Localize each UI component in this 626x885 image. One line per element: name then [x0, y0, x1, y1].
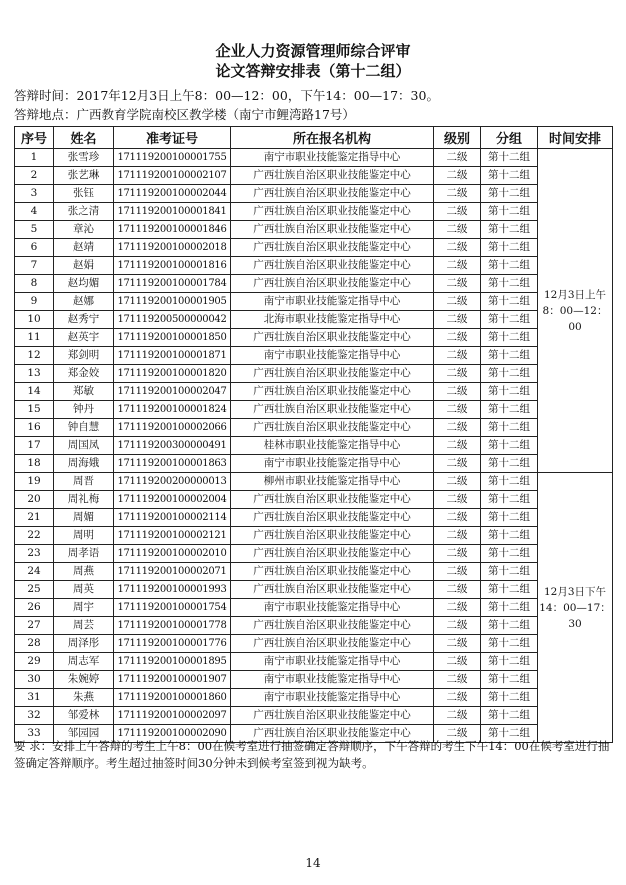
level: 二级 — [434, 185, 481, 203]
candidate-name: 周礼梅 — [54, 491, 114, 509]
table-row — [15, 671, 613, 689]
level: 二级 — [434, 203, 481, 221]
table-row — [15, 293, 613, 311]
level: 二级 — [434, 311, 481, 329]
ticket-number: 171119200100001816 — [114, 257, 231, 275]
ticket-number: 171119200100001907 — [114, 671, 231, 689]
table-row — [15, 455, 613, 473]
organization: 南宁市职业技能鉴定指导中心 — [231, 653, 434, 671]
defense-time: 答辩时间：2017年12月3日上午8：00—12：00，下午14：00—17：30。 — [14, 88, 439, 103]
ticket-number: 171119200100001905 — [114, 293, 231, 311]
organization: 广西壮族自治区职业技能鉴定中心 — [231, 239, 434, 257]
organization: 广西壮族自治区职业技能鉴定中心 — [231, 185, 434, 203]
candidate-name: 张艺琳 — [54, 167, 114, 185]
row-index: 22 — [15, 527, 54, 545]
ticket-number: 171119200100002090 — [114, 725, 231, 743]
group: 第十二组 — [481, 347, 538, 365]
organization: 广西壮族自治区职业技能鉴定中心 — [231, 365, 434, 383]
organization: 广西壮族自治区职业技能鉴定中心 — [231, 617, 434, 635]
ticket-number: 171119200100002071 — [114, 563, 231, 581]
organization: 广西壮族自治区职业技能鉴定中心 — [231, 581, 434, 599]
level: 二级 — [434, 383, 481, 401]
level: 二级 — [434, 545, 481, 563]
level: 二级 — [434, 689, 481, 707]
candidate-name: 钟丹 — [54, 401, 114, 419]
table-row — [15, 239, 613, 257]
table-row — [15, 257, 613, 275]
group: 第十二组 — [481, 473, 538, 491]
row-index: 29 — [15, 653, 54, 671]
row-index: 12 — [15, 347, 54, 365]
group: 第十二组 — [481, 599, 538, 617]
group: 第十二组 — [481, 545, 538, 563]
row-index: 24 — [15, 563, 54, 581]
organization: 南宁市职业技能鉴定指导中心 — [231, 347, 434, 365]
row-index: 13 — [15, 365, 54, 383]
ticket-number: 171119200100002010 — [114, 545, 231, 563]
candidate-name: 周晋 — [54, 473, 114, 491]
candidate-name: 章沁 — [54, 221, 114, 239]
group: 第十二组 — [481, 311, 538, 329]
ticket-number: 171119200300000491 — [114, 437, 231, 455]
group: 第十二组 — [481, 239, 538, 257]
row-index: 9 — [15, 293, 54, 311]
group: 第十二组 — [481, 419, 538, 437]
row-index: 27 — [15, 617, 54, 635]
group: 第十二组 — [481, 455, 538, 473]
row-index: 21 — [15, 509, 54, 527]
level: 二级 — [434, 635, 481, 653]
organization: 广西壮族自治区职业技能鉴定中心 — [231, 221, 434, 239]
row-index: 32 — [15, 707, 54, 725]
document-subtitle: 论文答辩安排表（第十二组） — [215, 62, 411, 80]
table-row — [15, 707, 613, 725]
organization: 广西壮族自治区职业技能鉴定中心 — [231, 401, 434, 419]
organization: 南宁市职业技能鉴定指导中心 — [231, 599, 434, 617]
defense-location: 答辩地点：广西教育学院南校区教学楼（南宁市鲤湾路17号） — [14, 107, 355, 122]
group: 第十二组 — [481, 581, 538, 599]
level: 二级 — [434, 167, 481, 185]
candidate-name: 周宇 — [54, 599, 114, 617]
group: 第十二组 — [481, 203, 538, 221]
level: 二级 — [434, 707, 481, 725]
row-index: 31 — [15, 689, 54, 707]
organization: 广西壮族自治区职业技能鉴定中心 — [231, 725, 434, 743]
organization: 广西壮族自治区职业技能鉴定中心 — [231, 329, 434, 347]
level: 二级 — [434, 221, 481, 239]
level: 二级 — [434, 365, 481, 383]
header-organization: 所在报名机构 — [231, 127, 434, 149]
group: 第十二组 — [481, 617, 538, 635]
ticket-number: 171119200100002047 — [114, 383, 231, 401]
group: 第十二组 — [481, 689, 538, 707]
organization: 南宁市职业技能鉴定指导中心 — [231, 455, 434, 473]
group: 第十二组 — [481, 509, 538, 527]
level: 二级 — [434, 401, 481, 419]
level: 二级 — [434, 581, 481, 599]
candidate-name: 张钰 — [54, 185, 114, 203]
row-index: 10 — [15, 311, 54, 329]
candidate-name: 周燕 — [54, 563, 114, 581]
table-row — [15, 617, 613, 635]
page-number: 14 — [305, 856, 321, 870]
table-row — [15, 365, 613, 383]
row-index: 8 — [15, 275, 54, 293]
row-index: 15 — [15, 401, 54, 419]
ticket-number: 171119200100002114 — [114, 509, 231, 527]
level: 二级 — [434, 275, 481, 293]
schedule-table — [14, 126, 613, 743]
table-header-row — [15, 127, 613, 149]
ticket-number: 171119200500000042 — [114, 311, 231, 329]
row-index: 7 — [15, 257, 54, 275]
table-body — [15, 149, 613, 743]
candidate-name: 赵秀宁 — [54, 311, 114, 329]
level: 二级 — [434, 347, 481, 365]
ticket-number: 171119200100002018 — [114, 239, 231, 257]
table-row — [15, 473, 613, 491]
candidate-name: 赵娟 — [54, 257, 114, 275]
group: 第十二组 — [481, 329, 538, 347]
organization: 南宁市职业技能鉴定指导中心 — [231, 149, 434, 167]
table-row — [15, 185, 613, 203]
row-index: 33 — [15, 725, 54, 743]
row-index: 28 — [15, 635, 54, 653]
group: 第十二组 — [481, 185, 538, 203]
row-index: 4 — [15, 203, 54, 221]
organization: 广西壮族自治区职业技能鉴定中心 — [231, 527, 434, 545]
candidate-name: 周明 — [54, 527, 114, 545]
ticket-number: 171119200100001850 — [114, 329, 231, 347]
row-index: 18 — [15, 455, 54, 473]
row-index: 20 — [15, 491, 54, 509]
ticket-number: 171119200100001993 — [114, 581, 231, 599]
group: 第十二组 — [481, 293, 538, 311]
ticket-number: 171119200100002004 — [114, 491, 231, 509]
row-index: 14 — [15, 383, 54, 401]
candidate-name: 周海娥 — [54, 455, 114, 473]
level: 二级 — [434, 725, 481, 743]
organization: 广西壮族自治区职业技能鉴定中心 — [231, 257, 434, 275]
table-row — [15, 635, 613, 653]
organization: 广西壮族自治区职业技能鉴定中心 — [231, 203, 434, 221]
document-title: 企业人力资源管理师综合评审 — [215, 42, 411, 60]
header-group: 分组 — [481, 127, 538, 149]
ticket-number: 171119200100001860 — [114, 689, 231, 707]
table-row — [15, 167, 613, 185]
group: 第十二组 — [481, 401, 538, 419]
row-index: 11 — [15, 329, 54, 347]
header-ticket-number: 准考证号 — [114, 127, 231, 149]
candidate-name: 赵靖 — [54, 239, 114, 257]
ticket-number: 171119200100001784 — [114, 275, 231, 293]
morning-schedule-cell: 12月3日上午8：00—12：00 — [538, 149, 613, 473]
table-row — [15, 275, 613, 293]
table-row — [15, 581, 613, 599]
candidate-name: 周泽彤 — [54, 635, 114, 653]
level: 二级 — [434, 527, 481, 545]
candidate-name: 张之清 — [54, 203, 114, 221]
group: 第十二组 — [481, 275, 538, 293]
table-row — [15, 437, 613, 455]
row-index: 1 — [15, 149, 54, 167]
ticket-number: 171119200100002066 — [114, 419, 231, 437]
level: 二级 — [434, 419, 481, 437]
candidate-name: 周芸 — [54, 617, 114, 635]
ticket-number: 171119200200000013 — [114, 473, 231, 491]
candidate-name: 邹爱林 — [54, 707, 114, 725]
group: 第十二组 — [481, 527, 538, 545]
afternoon-schedule-cell: 12月3日下午14：00—17：30 — [538, 473, 613, 743]
row-index: 3 — [15, 185, 54, 203]
table-row — [15, 491, 613, 509]
ticket-number: 171119200100001863 — [114, 455, 231, 473]
group: 第十二组 — [481, 149, 538, 167]
organization: 南宁市职业技能鉴定指导中心 — [231, 671, 434, 689]
group: 第十二组 — [481, 437, 538, 455]
organization: 广西壮族自治区职业技能鉴定中心 — [231, 383, 434, 401]
table-row — [15, 419, 613, 437]
level: 二级 — [434, 563, 481, 581]
candidate-name: 周志军 — [54, 653, 114, 671]
group: 第十二组 — [481, 491, 538, 509]
group: 第十二组 — [481, 707, 538, 725]
candidate-name: 赵娜 — [54, 293, 114, 311]
level: 二级 — [434, 149, 481, 167]
ticket-number: 171119200100001776 — [114, 635, 231, 653]
organization: 广西壮族自治区职业技能鉴定中心 — [231, 167, 434, 185]
ticket-number: 171119200100001895 — [114, 653, 231, 671]
group: 第十二组 — [481, 221, 538, 239]
level: 二级 — [434, 491, 481, 509]
level: 二级 — [434, 617, 481, 635]
organization: 广西壮族自治区职业技能鉴定中心 — [231, 509, 434, 527]
table-row — [15, 401, 613, 419]
level: 二级 — [434, 653, 481, 671]
organization: 广西壮族自治区职业技能鉴定中心 — [231, 707, 434, 725]
group: 第十二组 — [481, 725, 538, 743]
table-row — [15, 311, 613, 329]
table-row — [15, 203, 613, 221]
ticket-number: 171119200100001755 — [114, 149, 231, 167]
group: 第十二组 — [481, 563, 538, 581]
candidate-name: 郑敏 — [54, 383, 114, 401]
row-index: 16 — [15, 419, 54, 437]
row-index: 25 — [15, 581, 54, 599]
header-level: 级别 — [434, 127, 481, 149]
candidate-name: 朱燕 — [54, 689, 114, 707]
level: 二级 — [434, 257, 481, 275]
candidate-name: 赵均媚 — [54, 275, 114, 293]
ticket-number: 171119200100001846 — [114, 221, 231, 239]
row-index: 19 — [15, 473, 54, 491]
level: 二级 — [434, 293, 481, 311]
ticket-number: 171119200100002097 — [114, 707, 231, 725]
organization: 南宁市职业技能鉴定指导中心 — [231, 293, 434, 311]
ticket-number: 171119200100001754 — [114, 599, 231, 617]
candidate-name: 周孝语 — [54, 545, 114, 563]
requirements-note: 要 求：安排上午答辩的考生上午8：00在候考室进行抽签确定答辩顺序，下午答辩的考生下午14：00在候考室进行抽签确定答辩顺序。考生超过抽签时间30分钟未到候考室签到视为缺考。 — [14, 739, 610, 770]
table-row — [15, 599, 613, 617]
level: 二级 — [434, 437, 481, 455]
row-index: 30 — [15, 671, 54, 689]
candidate-name: 朱婉婷 — [54, 671, 114, 689]
row-index: 17 — [15, 437, 54, 455]
row-index: 23 — [15, 545, 54, 563]
organization: 广西壮族自治区职业技能鉴定中心 — [231, 419, 434, 437]
candidate-name: 郑剑明 — [54, 347, 114, 365]
group: 第十二组 — [481, 635, 538, 653]
candidate-name: 邹园园 — [54, 725, 114, 743]
ticket-number: 171119200100001820 — [114, 365, 231, 383]
organization: 广西壮族自治区职业技能鉴定中心 — [231, 635, 434, 653]
group: 第十二组 — [481, 671, 538, 689]
level: 二级 — [434, 671, 481, 689]
candidate-name: 张雪珍 — [54, 149, 114, 167]
organization: 南宁市职业技能鉴定指导中心 — [231, 689, 434, 707]
table-row — [15, 149, 613, 167]
table-row — [15, 545, 613, 563]
organization: 广西壮族自治区职业技能鉴定中心 — [231, 563, 434, 581]
table-row — [15, 653, 613, 671]
ticket-number: 171119200100001778 — [114, 617, 231, 635]
table-row — [15, 221, 613, 239]
organization: 广西壮族自治区职业技能鉴定中心 — [231, 545, 434, 563]
group: 第十二组 — [481, 257, 538, 275]
candidate-name: 周媚 — [54, 509, 114, 527]
table-row — [15, 563, 613, 581]
table-row — [15, 689, 613, 707]
header-name: 姓名 — [54, 127, 114, 149]
candidate-name: 周英 — [54, 581, 114, 599]
header-schedule: 时间安排 — [538, 127, 613, 149]
organization: 桂林市职业技能鉴定指导中心 — [231, 437, 434, 455]
organization: 柳州市职业技能鉴定指导中心 — [231, 473, 434, 491]
ticket-number: 171119200100002121 — [114, 527, 231, 545]
candidate-name: 周国凤 — [54, 437, 114, 455]
candidate-name: 郑金姣 — [54, 365, 114, 383]
header-index: 序号 — [15, 127, 54, 149]
row-index: 6 — [15, 239, 54, 257]
row-index: 26 — [15, 599, 54, 617]
candidate-name: 赵英宇 — [54, 329, 114, 347]
organization: 广西壮族自治区职业技能鉴定中心 — [231, 275, 434, 293]
group: 第十二组 — [481, 365, 538, 383]
group: 第十二组 — [481, 383, 538, 401]
level: 二级 — [434, 509, 481, 527]
organization: 广西壮族自治区职业技能鉴定中心 — [231, 491, 434, 509]
organization: 北海市职业技能鉴定指导中心 — [231, 311, 434, 329]
level: 二级 — [434, 239, 481, 257]
level: 二级 — [434, 599, 481, 617]
row-index: 5 — [15, 221, 54, 239]
group: 第十二组 — [481, 167, 538, 185]
ticket-number: 171119200100002107 — [114, 167, 231, 185]
level: 二级 — [434, 455, 481, 473]
ticket-number: 171119200100002044 — [114, 185, 231, 203]
table-row — [15, 509, 613, 527]
table-row — [15, 527, 613, 545]
group: 第十二组 — [481, 653, 538, 671]
row-index: 2 — [15, 167, 54, 185]
level: 二级 — [434, 329, 481, 347]
candidate-name: 钟自慧 — [54, 419, 114, 437]
level: 二级 — [434, 473, 481, 491]
ticket-number: 171119200100001824 — [114, 401, 231, 419]
ticket-number: 171119200100001841 — [114, 203, 231, 221]
ticket-number: 171119200100001871 — [114, 347, 231, 365]
table-row — [15, 329, 613, 347]
table-row — [15, 383, 613, 401]
table-row — [15, 347, 613, 365]
